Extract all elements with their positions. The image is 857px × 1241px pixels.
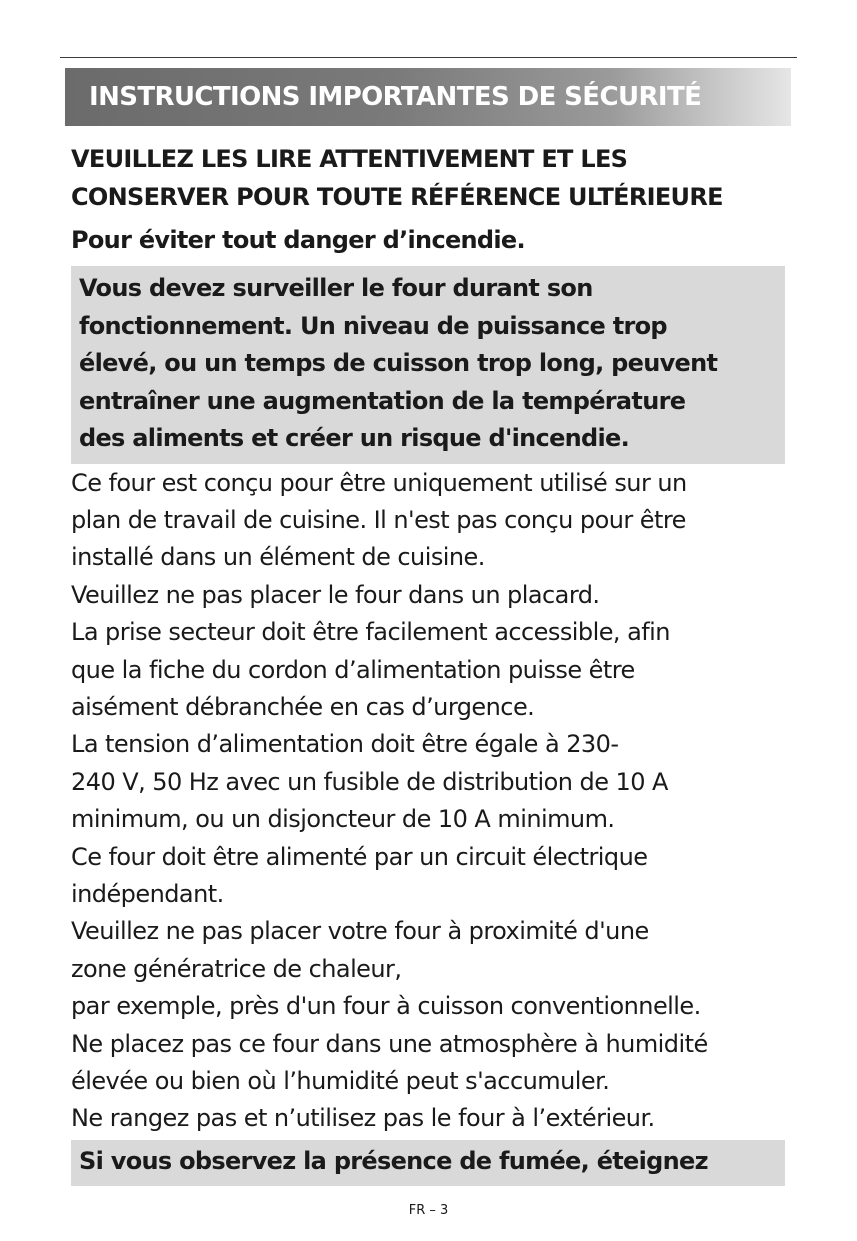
body-line: indépendant. bbox=[71, 879, 224, 908]
warning-line: élevé, ou un temps de cuisson trop long, peuvent bbox=[79, 349, 718, 377]
warning-line: Vous devez surveiller le four durant son bbox=[79, 274, 593, 302]
body-line: Ne placez pas ce four dans une atmosphère à humidité bbox=[71, 1029, 708, 1058]
body-line: Ce four est conçu pour être uniquement utilisé sur un bbox=[71, 468, 687, 497]
body-line: aisément débranchée en cas d’urgence. bbox=[71, 692, 535, 721]
warning-line: des aliments et créer un risque d'incendie. bbox=[79, 424, 630, 452]
smoke-warning-box: Si vous observez la présence de fumée, éteignez bbox=[71, 1140, 785, 1186]
body-line: zone génératrice de chaleur, bbox=[71, 954, 402, 983]
body-line: Veuillez ne pas placer votre four à proximité d'une bbox=[71, 917, 649, 946]
warning-line: fonctionnement. Un niveau de puissance trop bbox=[79, 311, 667, 340]
section-header bbox=[65, 68, 791, 126]
supervision-warning-box bbox=[71, 266, 785, 464]
body-line: La tension d’alimentation doit être égale à 230- bbox=[71, 730, 619, 759]
body-line: Veuillez ne pas placer le four dans un placard. bbox=[71, 580, 600, 609]
section-title: INSTRUCTIONS IMPORTANTES DE SÉCURITÉ bbox=[89, 82, 702, 112]
subtitle-line: CONSERVER POUR TOUTE RÉFÉRENCE ULTÉRIEURE bbox=[71, 183, 723, 211]
body-line: par exemple, près d'un four à cuisson conventionnelle. bbox=[71, 992, 701, 1021]
fire-danger-heading: Pour éviter tout danger d’incendie. bbox=[71, 226, 525, 254]
body-line: minimum, ou un disjoncteur de 10 A minimum. bbox=[71, 805, 615, 834]
body-line: que la fiche du cordon d’alimentation puisse être bbox=[71, 655, 635, 684]
top-rule bbox=[60, 57, 797, 58]
body-line: installé dans un élément de cuisine. bbox=[71, 543, 485, 572]
body-line: élevée ou bien où l’humidité peut s'accumuler. bbox=[71, 1067, 610, 1095]
page-number: FR – 3 bbox=[408, 1203, 449, 1218]
page-content bbox=[71, 140, 787, 1186]
read-carefully-subtitle bbox=[71, 140, 787, 216]
warning-line: entraîner une augmentation de la température bbox=[79, 386, 686, 415]
body-line: Ce four doit être alimenté par un circuit électrique bbox=[71, 842, 648, 871]
safety-instructions-body bbox=[71, 465, 787, 1138]
body-line: 240 V, 50 Hz avec un fusible de distribution de 10 A bbox=[71, 767, 668, 796]
body-line: plan de travail de cuisine. Il n'est pas conçu pour être bbox=[71, 505, 686, 534]
body-line: Ne rangez pas et n’utilisez pas le four à l’extérieur. bbox=[71, 1104, 655, 1133]
body-line: La prise secteur doit être facilement accessible, afin bbox=[71, 618, 670, 647]
subtitle-line: VEUILLEZ LES LIRE ATTENTIVEMENT ET LES bbox=[71, 145, 628, 173]
